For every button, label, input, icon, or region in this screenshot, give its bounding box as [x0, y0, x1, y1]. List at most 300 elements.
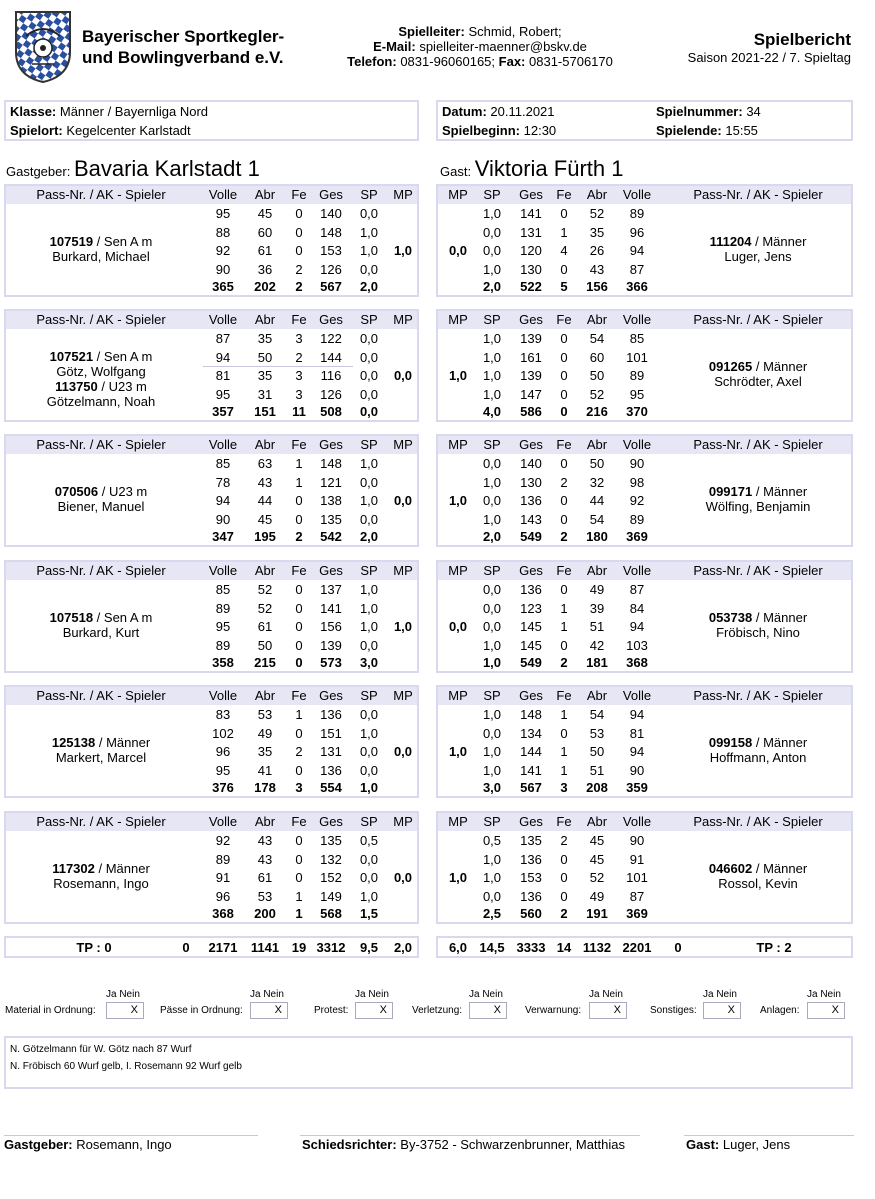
- col-header-fe: Fe: [291, 437, 307, 452]
- away-volle-value: 92: [629, 493, 645, 508]
- away-ges-value: 141: [520, 762, 542, 778]
- away-mp-value: 1,0: [448, 368, 468, 383]
- away-sp-total: 2,5: [482, 906, 502, 921]
- player-name: Markert, Marcel: [55, 750, 147, 765]
- home-fe-value: 3: [295, 386, 303, 402]
- yes-no-header: Ja Nein: [807, 989, 841, 1000]
- away-volle-value: 89: [629, 368, 645, 383]
- home-fe-total: 2: [295, 529, 303, 544]
- home-sp-value: 1,0: [359, 619, 379, 634]
- home-sp-value: 0,0: [359, 637, 379, 653]
- away-sp-value: 0,0: [482, 600, 502, 616]
- away-fe-value: 0: [560, 349, 568, 365]
- home-ges-value: 137: [320, 582, 342, 597]
- col-header-abr: Abr: [254, 187, 276, 202]
- home-volle-value: 91: [215, 870, 231, 885]
- col-header-sp: SP: [360, 814, 378, 829]
- col-header-volle: Volle: [208, 814, 238, 829]
- home-ges-total: 568: [320, 906, 342, 921]
- away-ges-total: 549: [520, 529, 542, 544]
- home-ges-total: 542: [320, 529, 342, 544]
- away-block: [436, 309, 853, 422]
- away-abr-value: 44: [589, 493, 605, 508]
- col-header-ges: Ges: [319, 814, 343, 829]
- home-player: [6, 735, 196, 765]
- player-age-class: / Sen A m: [93, 610, 153, 625]
- away-fe-value: 1: [560, 744, 568, 759]
- away-sp-value: 1,0: [482, 349, 502, 365]
- player-name: Burkard, Michael: [52, 249, 150, 264]
- away-volle-value: 87: [629, 261, 645, 277]
- col-header-abr: Abr: [586, 688, 608, 703]
- col-header-fe: Fe: [291, 187, 307, 202]
- away-mp-value: 1,0: [448, 870, 468, 885]
- away-abr-value: 43: [589, 261, 605, 277]
- home-sp-value: 1,0: [359, 224, 379, 240]
- away-player: [663, 610, 853, 640]
- check-box[interactable]: X: [469, 1002, 507, 1019]
- yes-no-header: Ja Nein: [589, 989, 623, 1000]
- home-ges-value: 116: [320, 368, 342, 383]
- yes-no-header: Ja Nein: [703, 989, 737, 1000]
- home-volle-value: 78: [215, 474, 231, 490]
- home-sp-total: 2,0: [359, 279, 379, 294]
- away-sp-value: 0,5: [482, 833, 502, 848]
- away-volle-value: 94: [629, 619, 645, 634]
- home-abr-value: 50: [257, 349, 273, 365]
- away-ges-value: 130: [520, 261, 542, 277]
- home-tp: TP : 0: [76, 940, 112, 955]
- away-volle-value: 81: [629, 725, 645, 741]
- check-box[interactable]: X: [703, 1002, 741, 1019]
- away-total-volle: 2201: [622, 940, 652, 955]
- away-mp-value: 0,0: [448, 619, 468, 634]
- away-ges-value: 136: [520, 851, 542, 867]
- home-abr-value: 52: [257, 600, 273, 616]
- col-header-volle: Volle: [622, 563, 652, 578]
- away-abr-value: 51: [589, 762, 605, 778]
- player-pass-number: 091265: [708, 359, 753, 374]
- home-sp-value: 1,0: [359, 456, 379, 471]
- home-block: [4, 685, 419, 798]
- player-pass-number: 113750: [55, 379, 98, 394]
- home-volle-value: 90: [215, 261, 231, 277]
- home-abr-value: 31: [257, 386, 273, 402]
- col-header-ges: Ges: [519, 187, 543, 202]
- away-volle-value: 90: [629, 456, 645, 471]
- home-fe-value: 2: [295, 349, 303, 365]
- player-name: Rossol, Kevin: [718, 876, 798, 891]
- home-sp-total: 0,0: [359, 404, 379, 419]
- away-abr-value: 53: [589, 725, 605, 741]
- player-name: Götz, Wolfgang: [56, 364, 146, 379]
- away-sp-value: 1,0: [482, 762, 502, 778]
- col-header-sp: SP: [360, 437, 378, 452]
- home-volle-value: 92: [215, 243, 231, 258]
- home-total-sp: 9,5: [359, 940, 379, 955]
- home-block: [4, 309, 419, 422]
- home-player: [6, 610, 196, 640]
- home-sp-value: 0,0: [359, 744, 379, 759]
- away-ges-value: 123: [520, 600, 542, 616]
- away-fe-total: 3: [560, 780, 568, 795]
- away-ges-total: 549: [520, 655, 542, 670]
- away-ges-value: 120: [520, 243, 542, 258]
- away-abr-value: 50: [589, 744, 605, 759]
- home-fe-total: 2: [295, 279, 303, 294]
- away-fe-value: 2: [560, 833, 568, 848]
- home-total-fe: 19: [291, 940, 307, 955]
- home-ges-value: 144: [320, 349, 342, 365]
- home-abr-value: 35: [257, 368, 273, 383]
- notes-box: [4, 1036, 853, 1089]
- col-header-sp: SP: [483, 688, 501, 703]
- away-sp-total: 1,0: [482, 655, 502, 670]
- player-pass-number: 053738: [708, 610, 753, 625]
- col-header-player: Pass-Nr. / AK - Spieler: [36, 688, 166, 703]
- col-header-volle: Volle: [208, 187, 238, 202]
- home-volle-value: 95: [215, 386, 231, 402]
- player-pass: [663, 234, 853, 249]
- home-total-abr: 1141: [250, 940, 280, 955]
- col-header-fe: Fe: [556, 187, 572, 202]
- col-header-player: Pass-Nr. / AK - Spieler: [36, 437, 166, 452]
- away-volle-value: 90: [629, 762, 645, 778]
- away-abr-total: 156: [586, 279, 608, 294]
- check-label: Anlagen:: [760, 1005, 800, 1016]
- away-block: [436, 560, 853, 673]
- away-volle-total: 370: [626, 404, 648, 419]
- away-fe-value: 0: [560, 368, 568, 383]
- check-box[interactable]: X: [250, 1002, 288, 1019]
- info-right: Datum: 20.11.2021 Spielbeginn: 12:30 Spielnummer: 34 Spielende: 15:55: [436, 100, 853, 141]
- player-name: Biener, Manuel: [57, 499, 145, 514]
- away-fe-value: 0: [560, 386, 568, 402]
- home-fe-value: 0: [295, 762, 303, 778]
- away-player: [663, 735, 853, 765]
- player-pass: [663, 735, 853, 750]
- away-volle-total: 366: [626, 279, 648, 294]
- col-header-ges: Ges: [319, 563, 343, 578]
- home-abr-value: 43: [257, 474, 273, 490]
- col-header-fe: Fe: [291, 688, 307, 703]
- home-abr-value: 41: [257, 762, 273, 778]
- away-ges-value: 130: [520, 474, 542, 490]
- sig-line-home: [4, 1135, 258, 1136]
- away-sp-value: 0,0: [482, 243, 502, 258]
- away-ges-value: 134: [520, 725, 542, 741]
- home-fe-value: 3: [295, 368, 303, 383]
- home-fe-value: 1: [295, 707, 303, 722]
- home-sp-value: 1,0: [359, 888, 379, 904]
- yes-no-header: Ja Nein: [355, 989, 389, 1000]
- away-abr-total: 208: [586, 780, 608, 795]
- away-mp-value: 1,0: [448, 744, 468, 759]
- player-age-class: / Sen A m: [93, 234, 153, 249]
- home-fe-value: 0: [295, 725, 303, 741]
- away-block: [436, 184, 853, 297]
- player-age-class: / Männer: [751, 234, 807, 249]
- check-box[interactable]: X: [106, 1002, 144, 1019]
- home-sp-value: 0,0: [359, 261, 379, 277]
- home-ges-value: 135: [320, 833, 342, 848]
- home-fe-value: 0: [295, 851, 303, 867]
- away-sp-value: 1,0: [482, 744, 502, 759]
- col-header-mp: MP: [393, 312, 413, 327]
- home-fe-value: 0: [295, 619, 303, 634]
- home-fe-total: 11: [292, 404, 306, 419]
- note-line: N. Fröbisch 60 Wurf gelb, I. Rosemann 92 Wurf gelb: [10, 1061, 242, 1072]
- home-volle-value: 85: [215, 456, 231, 471]
- home-volle-value: 87: [215, 331, 231, 346]
- col-header-volle: Volle: [208, 312, 238, 327]
- home-fe-value: 2: [295, 744, 303, 759]
- home-fe-value: 0: [295, 870, 303, 885]
- home-ges-value: 153: [320, 243, 342, 258]
- info-left: Klasse: Männer / Bayernliga Nord Spielort: Kegelcenter Karlstadt: [4, 100, 419, 141]
- check-label: Protest:: [314, 1005, 349, 1016]
- away-abr-value: 54: [589, 707, 605, 722]
- away-ges-total: 522: [520, 279, 542, 294]
- away-sp-value: 0,0: [482, 725, 502, 741]
- away-abr-value: 26: [589, 243, 605, 258]
- away-volle-value: 95: [629, 386, 645, 402]
- col-header-ges: Ges: [519, 688, 543, 703]
- away-abr-value: 45: [589, 851, 605, 867]
- home-sp-value: 0,0: [359, 349, 379, 365]
- home-fe-value: 0: [295, 206, 303, 221]
- away-ges-value: 140: [520, 456, 542, 471]
- away-fe-value: 0: [560, 725, 568, 741]
- player-age-class: / Männer: [752, 359, 808, 374]
- player-pass-number: 099158: [708, 735, 753, 750]
- home-fe-total: 3: [295, 780, 303, 795]
- player-name: Schrödter, Axel: [714, 374, 802, 389]
- col-header-mp: MP: [448, 437, 468, 452]
- away-volle-value: 89: [629, 206, 645, 221]
- check-box[interactable]: X: [355, 1002, 393, 1019]
- col-header-volle: Volle: [622, 312, 652, 327]
- away-mp-value: 1,0: [448, 493, 468, 508]
- away-ges-value: 141: [520, 206, 542, 221]
- player-pass: [663, 484, 853, 499]
- away-ges-value: 153: [520, 870, 542, 885]
- home-mp-value: 0,0: [393, 368, 413, 383]
- home-volle-total: 376: [212, 780, 234, 795]
- sig-referee: Schiedsrichter: By-3752 - Schwarzenbrunner, Matthias: [302, 1137, 626, 1152]
- away-sp-value: 0,0: [482, 493, 502, 508]
- away-fe-value: 0: [560, 261, 568, 277]
- away-player: [663, 359, 853, 389]
- home-sp-value: 0,0: [359, 851, 379, 867]
- away-sp-total: 2,0: [482, 529, 502, 544]
- col-header-abr: Abr: [586, 187, 608, 202]
- home-totals: [4, 936, 419, 958]
- col-header-sp: SP: [360, 312, 378, 327]
- away-sp-total: 4,0: [482, 404, 502, 419]
- player-pass: [6, 349, 196, 364]
- away-sp-value: 0,0: [482, 456, 502, 471]
- player-pass-number: 111204: [709, 234, 752, 249]
- yes-no-header: Ja Nein: [106, 989, 140, 1000]
- home-abr-value: 61: [257, 619, 273, 634]
- col-header-abr: Abr: [254, 814, 276, 829]
- away-player: [663, 861, 853, 891]
- col-header-sp: SP: [483, 814, 501, 829]
- home-volle-value: 94: [215, 349, 231, 365]
- col-header-mp: MP: [393, 688, 413, 703]
- home-fe-value: 0: [295, 493, 303, 508]
- home-abr-total: 151: [254, 404, 276, 419]
- home-abr-value: 60: [257, 224, 273, 240]
- sig-away: Gast: Luger, Jens: [686, 1137, 791, 1152]
- col-header-fe: Fe: [291, 563, 307, 578]
- player-age-class: / U23 m: [97, 379, 147, 394]
- home-fe-value: 0: [295, 637, 303, 653]
- home-sp-value: 0,0: [359, 511, 379, 527]
- away-totals: [436, 936, 853, 958]
- away-fe-value: 1: [560, 619, 568, 634]
- away-player: [663, 234, 853, 264]
- home-ges-value: 156: [320, 619, 342, 634]
- home-ges-value: 131: [320, 744, 342, 759]
- home-volle-value: 85: [215, 582, 231, 597]
- away-ges-value: 136: [520, 582, 542, 597]
- col-header-volle: Volle: [622, 814, 652, 829]
- home-ges-value: 138: [320, 493, 342, 508]
- home-mp-value: 0,0: [393, 493, 413, 508]
- home-volle-value: 95: [215, 619, 231, 634]
- col-header-mp: MP: [393, 437, 413, 452]
- away-abr-value: 54: [589, 331, 605, 346]
- col-header-abr: Abr: [586, 437, 608, 452]
- home-ges-total: 508: [320, 404, 342, 419]
- player-name: Wölfing, Benjamin: [705, 499, 811, 514]
- home-sp-value: 0,0: [359, 474, 379, 490]
- away-volle-total: 369: [626, 906, 648, 921]
- away-volle-value: 94: [629, 707, 645, 722]
- home-abr-total: 202: [254, 279, 276, 294]
- away-block: [436, 811, 853, 924]
- away-abr-value: 50: [589, 456, 605, 471]
- home-abr-total: 215: [254, 655, 276, 670]
- away-fe-total: 0: [560, 404, 568, 419]
- away-sp-value: 1,0: [482, 637, 502, 653]
- home-volle-value: 102: [212, 725, 234, 741]
- col-header-volle: Volle: [622, 688, 652, 703]
- home-ges-value: 136: [320, 707, 342, 722]
- col-header-fe: Fe: [556, 814, 572, 829]
- home-ges-value: 141: [320, 600, 342, 616]
- away-fe-value: 0: [560, 637, 568, 653]
- home-fe-total: 0: [295, 655, 303, 670]
- home-ges-value: 126: [320, 386, 342, 402]
- away-volle-value: 98: [629, 474, 645, 490]
- away-volle-value: 91: [629, 851, 645, 867]
- away-fe-total: 5: [560, 279, 568, 294]
- home-abr-value: 43: [257, 851, 273, 867]
- home-volle-value: 89: [215, 637, 231, 653]
- home-sp-value: 1,0: [359, 600, 379, 616]
- away-sp-value: 1,0: [482, 331, 502, 346]
- away-volle-value: 85: [629, 331, 645, 346]
- home-abr-value: 43: [257, 833, 273, 848]
- home-volle-value: 88: [215, 224, 231, 240]
- home-abr-value: 49: [257, 725, 273, 741]
- away-abr-value: 49: [589, 582, 605, 597]
- home-fe-value: 1: [295, 474, 303, 490]
- col-header-player: Pass-Nr. / AK - Spieler: [693, 312, 823, 327]
- away-sp-value: 1,0: [482, 870, 502, 885]
- player-pass-number: 107518: [49, 610, 94, 625]
- check-box[interactable]: X: [589, 1002, 627, 1019]
- home-team: Gastgeber: Bavaria Karlstadt 1: [6, 156, 260, 181]
- col-header-player: Pass-Nr. / AK - Spieler: [693, 814, 823, 829]
- col-header-volle: Volle: [208, 563, 238, 578]
- home-abr-value: 35: [257, 331, 273, 346]
- away-sp-value: 0,0: [482, 582, 502, 597]
- home-total-ges: 3312: [316, 940, 346, 955]
- yes-no-header: Ja Nein: [250, 989, 284, 1000]
- player-age-class: / Männer: [752, 484, 808, 499]
- col-header-sp: SP: [483, 437, 501, 452]
- home-mp-value: 0,0: [393, 744, 413, 759]
- col-header-abr: Abr: [254, 688, 276, 703]
- player-pass: [6, 735, 196, 750]
- col-header-player: Pass-Nr. / AK - Spieler: [36, 563, 166, 578]
- home-player: [6, 349, 196, 409]
- home-abr-value: 50: [257, 637, 273, 653]
- home-ges-value: 121: [320, 474, 342, 490]
- away-sp-value: 0,0: [482, 224, 502, 240]
- col-header-ges: Ges: [519, 437, 543, 452]
- col-header-ges: Ges: [319, 688, 343, 703]
- away-sp-value: 1,0: [482, 851, 502, 867]
- col-header-ges: Ges: [319, 437, 343, 452]
- away-fe-value: 0: [560, 582, 568, 597]
- away-abr-value: 50: [589, 368, 605, 383]
- away-abr-total: 216: [586, 404, 608, 419]
- away-sp-value: 1,0: [482, 386, 502, 402]
- home-sp-value: 1,0: [359, 725, 379, 741]
- col-header-player: Pass-Nr. / AK - Spieler: [36, 312, 166, 327]
- home-volle-value: 96: [215, 888, 231, 904]
- away-abr-value: 49: [589, 888, 605, 904]
- player-name: Luger, Jens: [724, 249, 792, 264]
- home-volle-value: 83: [215, 707, 231, 722]
- home-block: [4, 560, 419, 673]
- player-age-class: / Männer: [94, 861, 150, 876]
- away-ges-value: 148: [520, 707, 542, 722]
- home-ges-value: 135: [320, 511, 342, 527]
- home-sp-value: 0,0: [359, 870, 379, 885]
- home-ges-value: 151: [320, 725, 342, 741]
- home-total-mp: 2,0: [393, 940, 413, 955]
- col-header-mp: MP: [393, 814, 413, 829]
- away-total-sp: 14,5: [479, 940, 505, 955]
- check-box[interactable]: X: [807, 1002, 845, 1019]
- away-fe-value: 0: [560, 511, 568, 527]
- col-header-ges: Ges: [519, 563, 543, 578]
- col-header-fe: Fe: [556, 688, 572, 703]
- away-ges-value: 145: [520, 637, 542, 653]
- away-tp: TP : 2: [756, 940, 792, 955]
- check-label: Verletzung:: [412, 1005, 463, 1016]
- player-pass: [663, 610, 853, 625]
- away-volle-value: 101: [626, 349, 648, 365]
- home-ges-total: 567: [320, 279, 342, 294]
- away-sp-value: 1,0: [482, 474, 502, 490]
